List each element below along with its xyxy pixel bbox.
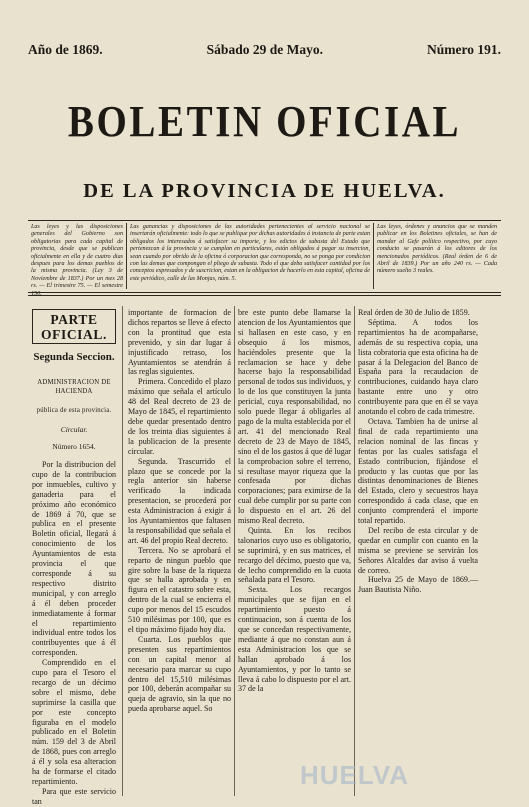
paragraph: importante de formacion de dichos repartos se lleve á efecto con la prontitud que esta prevenido, y sin dar lugar á injustificado retraso, los Ayuntamientos se atendrán á las reglas siguientes. (128, 308, 231, 377)
column-separator-1 (122, 306, 123, 796)
column-3 (238, 308, 351, 796)
issue-date: Sábado 29 de Mayo. (206, 42, 323, 57)
issue-year: Año de 1869. (28, 42, 103, 57)
paragraph: Por la distribucion del cupo de la contribucion por inmuebles, cultivo y ganaderia para el próximo año económico de 1869 á 70, que se publica en el presente Boletin oficial, llegará á conocimiento de los Ayuntamientos de esta provincia el que corresponde á su respectivo distrito municipal, y con arreglo á él deben proceder inmediatamente á formar el repartimiento individual entre todos los contribuyentes que á él corresponden. (32, 460, 116, 658)
paragraph: Quinta. En los recibos talonarios cuyo uso es obligatorio, se suprimirá, y en sus matrices, el recargo del décimo, puesto que va, de lecho comprendido en la cuota señalada para el Tesoro. (238, 525, 351, 585)
administration-subheading: pública de esta provincia. (36, 407, 112, 414)
notice-center: Las ganancias y disposiciones de las autoridades pertenecientes al servicio nacional se insertarán oficialmente: todo lo que se publique por dichas autoridades á instancia de parte estan obligados los interesados á satisfacer su importe, y los edictos de subasta del Estado que pertenezcan á la provincia y se cumplan en particulares, están obligados á pagar su insercion, sean cuando por obrido de la oficina ó corporacion que corresponda, no se ponga por condicion con las demas que compongan el pliego de subasta. Todo el que deba satisfacer cantidad por los conceptos expresados y de suscricion, estan en la obligacion de hacerlo en esta capital, oficina de este periódico, calle de las Monjas, núm. 5. (130, 224, 371, 282)
header-rule-bottom (28, 292, 501, 293)
circular-number: Número 1654. (52, 442, 96, 451)
paragraph: Real órden de 30 de Julio de 1859. (358, 308, 470, 317)
section-heading-parte-oficial: PARTE OFICIAL. (32, 309, 116, 344)
notice-left: Las leyes y las disposiciones generales del Gobierno son obligatorias para cada capital de provincia, desde que se publican oficialmente en ella y de cuatro dias despues para los demas pueblos de la misma provincia. (Ley 3 de Noviembre de 1837.) Por un mes 28 rs. — El trimestre 75. — El semestre 150. (31, 224, 123, 297)
header-rule-bottom-2 (28, 295, 501, 296)
newspaper-subtitle: DE LA PROVINCIA DE HUELVA. (83, 180, 446, 202)
paragraph: Séptima. A todos los repartimientos ha de acompañarse, además de su respectiva copia, una lista cobratoria que esta oficina ha de pasar á la Delegacion del Banco de España para la recaudacion de contribuciones, cuidando haya claro bastante entre uno y otro contribuyente para que en él se vaya anotando el cobro de cada trimestre. (358, 317, 478, 417)
column-2 (128, 308, 231, 796)
header-rule-top (28, 220, 501, 221)
notice-separator-1 (126, 223, 127, 289)
paragraph: Para que este servicio tan (32, 786, 116, 806)
paragraph: Tercera. No se aprobará el reparto de ningun pueblo que gire sobre la base de la riqueza que se halla aprobada y en figura en el catastro sobre esta, dentro de la cual se encierra el cupo por menos del 15 escudos 510 milésimas por 100, que es el tipo máximo fijado hoy dia. (128, 545, 231, 634)
paragraph: Cuarta. Los pueblos que presenten sus repartimientos con un capital menor al necesario para marcar su cupo dentro del 15,510 milésimas por 100, deberán acompañar su queja de agravio, sin la que no pueda aprobarse aquel. So (128, 634, 231, 714)
paragraph: Octava. Tambien ha de unirse al final de cada repartimiento una relacion nominal de las fincas y fentas por las cuales satisfaga el Estado contribucion, fijándose el producto y las cuotas que por las distintas denominaciones de Bienes del Estado, clero y secuestros haya correspondido á cada clase, que en conjunto comprenderá el importe total repartido. (358, 416, 478, 526)
masthead-line (28, 42, 501, 58)
paragraph: Primera. Concedido el plazo máximo que señala el artículo 48 del Real decreto de 23 de Mayo de 1845, el repartimiento debe quedar presentado dentro de los treinta dias siguientes á la publicacion de la presente circular. (128, 377, 231, 456)
circular-label: Circular. (60, 425, 88, 434)
administration-heading: ADMINISTRACION DE HACIENDA (37, 379, 111, 395)
notice-right: Las leyes, órdenes y anuncios que se manden publicar en los Boletines oficiales, se han de mandar al Gefe político respectivo, por cuyo conducto se pasarán á los editores de los mencionados periódicos. (Real órden de 6 de Abril de 1839.) Por un año 240 rs. — Cada número suelto 3 reales. (377, 224, 497, 275)
column-separator-2 (234, 306, 235, 796)
paragraph: Comprendido en el cupo para el Tesoro el recargo de un décimo sobre el mismo, debe suprimirse la casilla que por este concepto figuraba en el modelo publicado en el Boletin núm. 159 del 3 de Abril de 1868, pues con arreglo á él y sola esa alteracion ha de formarse el citado repartimiento. (32, 658, 116, 786)
library-watermark: HUELVA (300, 760, 410, 790)
column-4 (358, 308, 478, 796)
paragraph: Segunda. Trascurrido el plazo que se concede por la regla anterior sin haberse verificado la indicada presentacion, se procederá por esta Administracion á exigir á los Ayuntamientos que faltasen la responsabilidad que señala el art. 46 del propio Real decreto. (128, 456, 231, 545)
issue-number: Número 191. (426, 42, 501, 57)
notice-separator-2 (373, 223, 374, 289)
paragraph: bre este punto debe llamarse la atencion de los Ayuntamientos que si hallasen en este caso, y en obsequio á los mismos, haciéndoles presente que la reclamacion se hace y debe hacerse bajo la responsabilidad personal de todos sus individuos, y lo de los que constituyen la junta pericial, cuya responsabilidad, no solo puede llegar á obligarles al pago de la multa establecida por el art. 41 del mencionado Real decreto de 23 de Mayo de 1845, sino el de los gastos á que dé lugar la comprobacion sobre el terreno, si resultase mayor riqueza que la confesada por dichas corporaciones; para eximirse de la cual debe cumplir por su parte con lo dispuesto en el art. 26 del mismo Real decreto. (238, 308, 351, 526)
column-separator-3 (354, 306, 355, 796)
paragraph: Del recibo de esta circular y de quedar en cumplir con cuanto en la misma se previene se servirán los Señores Alcaldes dar aviso á vuelta de correo. (358, 525, 478, 575)
signature-line: Huelva 25 de Mayo de 1869.—Juan Bautista Niño. (358, 575, 478, 595)
column-1 (32, 308, 116, 806)
section-subheading: Segunda Seccion. (33, 351, 115, 363)
paragraph: Sexta. Los recargos municipales que se fijan en el repartimiento puesto á continuacion, son á cuenta de los que se concedan respectivamente, mediante á que no constan aun á esta Administracion los que se hallan aprobado á los Ayuntamientos, y por lo tanto se lleva á cabo lo dispuesto por el art. 37 de la (238, 585, 351, 694)
newspaper-title: BOLETIN OFICIAL (67, 96, 462, 147)
